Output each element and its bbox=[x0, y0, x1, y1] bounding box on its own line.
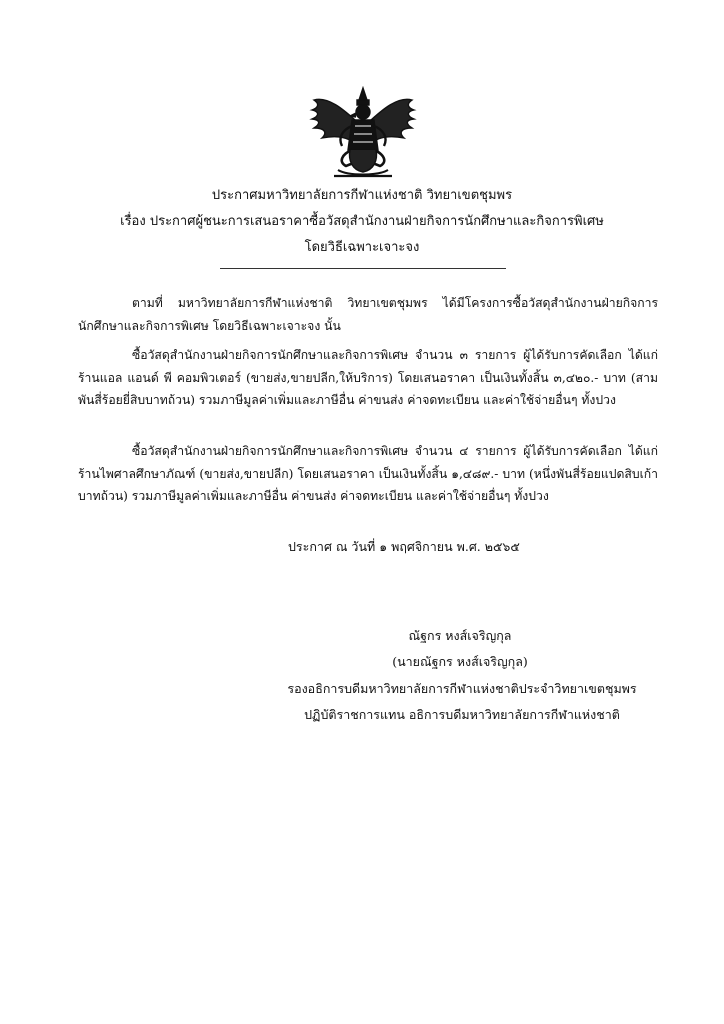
paragraph-award-2-text: ซื้อวัสดุสำนักงานฝ่ายกิจการนักศึกษาและกิจการพิเศษ จำนวน ๔ รายการ ผู้ได้รับการคัดเลือก ได้แก่ ร้านไพศาลศึกษาภัณฑ์ (ขายส่ง,ขายปลีก) โดยเสนอราคา เป็นเงินทั้งสิ้น ๑,๔๘๙.- บาท (หนึ่งพันสี่ร้อยแปดสิบเก้าบาทถ้วน) รวมภาษีมูลค่าเพิ่มและภาษีอื่น ค่าขนส่ง ค่าจดทะเบียน และค่าใช้จ่ายอื่นๆ ทั้งปวง bbox=[78, 444, 658, 503]
announcement-subject: เรื่อง ประกาศผู้ชนะการเสนอราคาซื้อวัสดุสำนักงานฝ่ายกิจการนักศึกษาและกิจการพิเศษ bbox=[120, 214, 604, 229]
printed-name: (นายณัฐกร หงส์เจริญกุล) bbox=[392, 654, 528, 669]
signatory-acting-title: ปฏิบัติราชการแทน อธิการบดีมหาวิทยาลัยการกีฬาแห่งชาติ bbox=[304, 707, 620, 722]
paragraph-award-1-text: ซื้อวัสดุสำนักงานฝ่ายกิจการนักศึกษาและกิจการพิเศษ จำนวน ๓ รายการ ผู้ได้รับการคัดเลือก ได้แก่ ร้านแอล แอนด์ พี คอมพิวเตอร์ (ขายส่ง,ขายปลีก,ให้บริการ) โดยเสนอราคา เป็นเงินทั้งสิ้น ๓,๔๒๐.- บาท (สามพันสี่ร้อยยี่สิบบาทถ้วน) รวมภาษีมูลค่าเพิ่มและภาษีอื่น ค่าขนส่ง ค่าจดทะเบียน และค่าใช้จ่ายอื่นๆ ทั้งปวง bbox=[78, 348, 658, 407]
header-divider bbox=[220, 268, 506, 269]
signed-name: ณัฐกร หงส์เจริญกุล bbox=[408, 628, 512, 643]
paragraph-intro bbox=[78, 292, 658, 337]
garuda-emblem-icon bbox=[308, 86, 418, 182]
announcement-method: โดยวิธีเฉพาะเจาะจง bbox=[304, 240, 420, 255]
signatory-title: รองอธิการบดีมหาวิทยาลัยการกีฬาแห่งชาติประจำวิทยาเขตชุมพร bbox=[287, 681, 637, 696]
paragraph-award-1 bbox=[78, 344, 658, 412]
paragraph-award-2 bbox=[78, 440, 658, 508]
announcement-title: ประกาศมหาวิทยาลัยการกีฬาแห่งชาติ วิทยาเขตชุมพร bbox=[211, 188, 513, 203]
announcement-date: ประกาศ ณ วันที่ ๑ พฤศจิกายน พ.ศ. ๒๕๖๕ bbox=[288, 539, 520, 554]
paragraph-intro-text: ตามที่ มหาวิทยาลัยการกีฬาแห่งชาติ วิทยาเขตชุมพร ได้มีโครงการซื้อวัสดุสำนักงานฝ่ายกิจการนักศึกษาและกิจการพิเศษ โดยวิธีเฉพาะเจาะจง นั้น bbox=[78, 296, 658, 333]
